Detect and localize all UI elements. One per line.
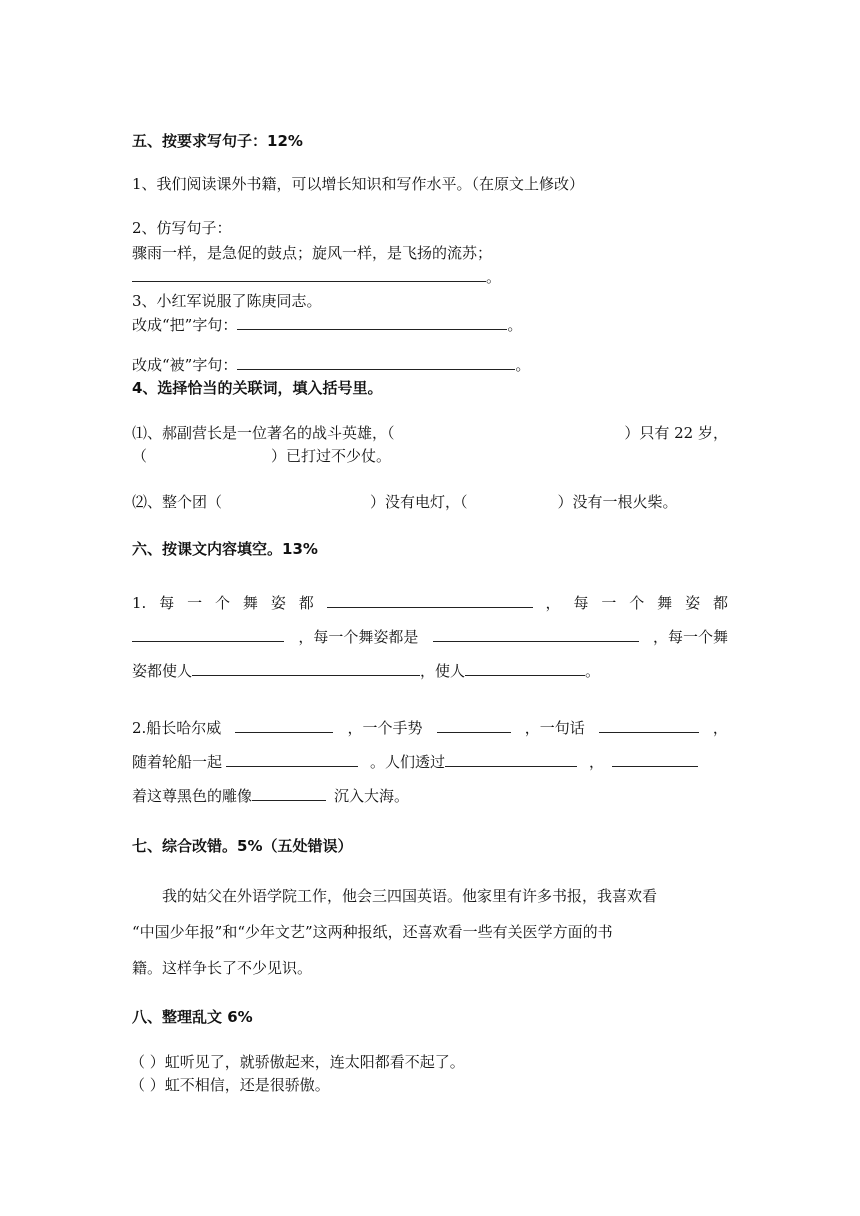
section-5-q2-example: 骤雨一样，是急促的鼓点；旋风一样，是飞扬的流苏； — [132, 244, 493, 262]
section-5-q4-1-line1: ⑴、郝副营长是一位著名的战斗英雄，（ ）只有 22 岁， — [132, 424, 728, 442]
answer-blank[interactable] — [445, 752, 577, 767]
section-6-q1-line3: 姿都使人 ，使人 。 — [132, 662, 601, 680]
answer-blank[interactable] — [599, 718, 699, 733]
section-5-title: 五、按要求写句子：12% — [132, 132, 303, 150]
section-7-paragraph-line1: 我的姑父在外语学院工作，他会三四国英语。他家里有许多书报，我喜欢看 — [162, 887, 658, 905]
section-5-q3: 3、小红军说服了陈庚同志。 — [132, 292, 322, 310]
section-5-q2-title: 2、仿写句子： — [132, 219, 232, 237]
answer-blank[interactable] — [252, 786, 326, 801]
answer-blank[interactable] — [226, 752, 358, 767]
section-5-q2-answer-line: 。 — [132, 267, 501, 287]
section-5-q4-title: 4、选择恰当的关联词，填入括号里。 — [132, 379, 383, 397]
section-8-title: 八、整理乱文 6% — [132, 1008, 253, 1026]
section-5-q4-1-line2: （ ）已打过不少仗。 — [132, 447, 392, 465]
answer-blank[interactable] — [237, 315, 507, 330]
answer-blank[interactable] — [192, 661, 420, 676]
section-5-q4-2-line: ⑵、整个团（ ）没有电灯，（ ）没有一根火柴。 — [132, 493, 678, 511]
answer-blank[interactable] — [132, 267, 486, 282]
answer-blank[interactable] — [612, 752, 698, 767]
section-5-q1: 1、我们阅读课外书籍，可以增长知识和写作水平。（在原文上修改） — [132, 175, 585, 193]
section-6-q2-line2: 随着轮船一起 。人们透过 ， — [132, 752, 698, 772]
section-8-item: （ ）虹听见了，就骄傲起来，连太阳都看不起了。 — [130, 1053, 465, 1071]
section-6-q1-line2: ，每一个舞姿都是 ，每一个舞 — [132, 627, 728, 647]
answer-blank[interactable] — [237, 355, 515, 370]
section-7-paragraph-line3: 籍。这样争长了不少见识。 — [132, 959, 313, 977]
section-6-q2-line1: 2.船长哈尔威 ，一个手势 ，一句话 ， — [132, 719, 728, 737]
section-6-q1-line1: 1. 每 一 个 舞 姿 都 ， 每 一 个 舞 姿 都 — [132, 594, 728, 612]
section-7-title: 七、综合改错。5%（五处错误） — [132, 837, 353, 855]
answer-blank[interactable] — [235, 718, 333, 733]
answer-blank[interactable] — [465, 661, 585, 676]
section-6-title: 六、按课文内容填空。13% — [132, 540, 318, 558]
section-7-paragraph-line2: “中国少年报”和“少年文艺”这两种报纸，还喜欢看一些有关医学方面的书 — [132, 923, 613, 941]
section-5-q3-bei-line: 改成“被”字句： 。 — [132, 356, 531, 374]
section-8-item: （ ）虹不相信，还是很骄傲。 — [130, 1076, 330, 1094]
section-6-q2-line3: 着这尊黑色的雕像 沉入大海。 — [132, 787, 410, 805]
answer-blank[interactable] — [327, 593, 533, 608]
section-5-q3-ba-line: 改成“把”字句： 。 — [132, 316, 523, 334]
answer-blank[interactable] — [437, 718, 511, 733]
answer-blank[interactable] — [132, 627, 284, 642]
answer-blank[interactable] — [433, 627, 639, 642]
